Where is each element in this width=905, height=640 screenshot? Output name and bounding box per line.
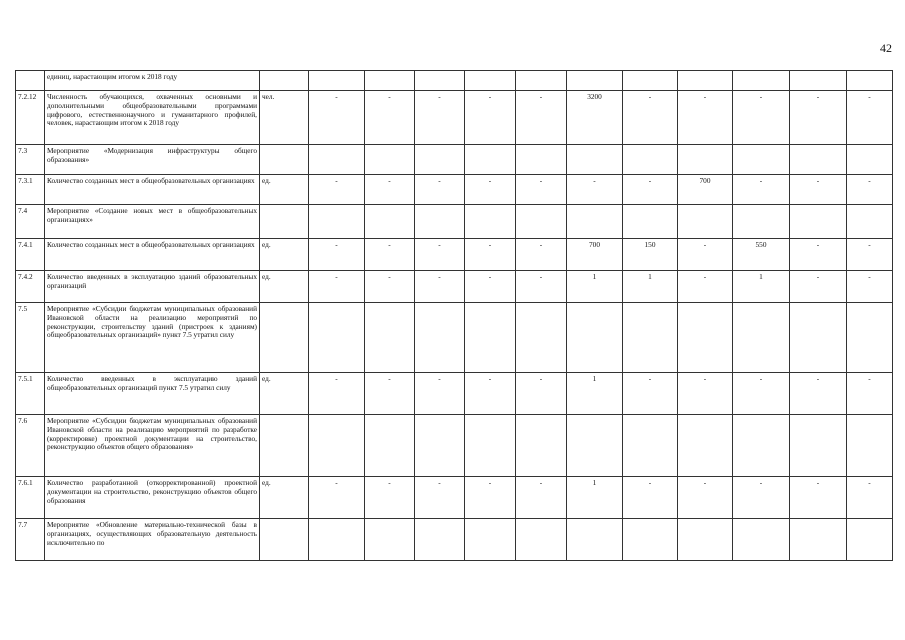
row-number: 7.4.2 <box>16 271 45 303</box>
row-description: единиц, нарастающим итогом к 2018 году <box>45 71 260 91</box>
row-number: 7.6 <box>16 415 45 477</box>
row-value: - <box>623 175 678 205</box>
row-value: 550 <box>733 239 790 271</box>
row-value: - <box>465 271 516 303</box>
row-description: Мероприятие «Обновление материально-технической базы в организациях, осуществляющих образовательную деятельность исключительно по <box>45 519 260 561</box>
indicator-table <box>15 70 893 561</box>
row-unit: ед. <box>260 175 309 205</box>
row-value <box>623 415 678 477</box>
row-unit <box>260 145 309 175</box>
row-description: Мероприятие «Субсидии бюджетам муниципальных образований Ивановской области на реализацию мероприятий по реконструкции, строительству зданий (пристроек к зданиям) общеобразовательных организаций» пункт 7.5 утратил силу <box>45 303 260 373</box>
row-value <box>847 205 893 239</box>
row-value: - <box>516 477 567 519</box>
row-value: - <box>365 271 415 303</box>
row-value: - <box>678 271 733 303</box>
row-value <box>309 145 365 175</box>
row-value <box>567 71 623 91</box>
row-unit: ед. <box>260 239 309 271</box>
table-row <box>16 271 893 303</box>
row-value: - <box>623 91 678 145</box>
row-value: - <box>516 373 567 415</box>
row-value: - <box>365 477 415 519</box>
table-row <box>16 145 893 175</box>
row-value: 1 <box>733 271 790 303</box>
row-value <box>623 145 678 175</box>
row-value <box>733 415 790 477</box>
row-number: 7.4.1 <box>16 239 45 271</box>
row-value <box>678 205 733 239</box>
row-value <box>365 303 415 373</box>
row-value: - <box>309 373 365 415</box>
row-value: - <box>365 175 415 205</box>
row-value: - <box>567 175 623 205</box>
row-value <box>567 303 623 373</box>
row-value <box>465 71 516 91</box>
table-row <box>16 71 893 91</box>
row-description: Количество созданных мест в общеобразовательных организациях <box>45 239 260 271</box>
row-number: 7.6.1 <box>16 477 45 519</box>
row-value <box>365 145 415 175</box>
row-value: - <box>847 239 893 271</box>
table-row <box>16 373 893 415</box>
row-unit: ед. <box>260 373 309 415</box>
row-value <box>733 145 790 175</box>
row-value <box>516 519 567 561</box>
row-value <box>678 71 733 91</box>
row-value <box>623 71 678 91</box>
table-row <box>16 91 893 145</box>
row-value: - <box>365 91 415 145</box>
row-value <box>516 145 567 175</box>
row-value: - <box>415 239 465 271</box>
row-value: - <box>623 477 678 519</box>
row-value: - <box>516 91 567 145</box>
row-value <box>567 205 623 239</box>
row-value <box>790 71 847 91</box>
row-value <box>678 519 733 561</box>
row-value: - <box>309 91 365 145</box>
row-value <box>516 205 567 239</box>
row-value: 1 <box>567 373 623 415</box>
row-number: 7.2.12 <box>16 91 45 145</box>
row-value: - <box>733 175 790 205</box>
row-value <box>847 71 893 91</box>
row-value: - <box>365 239 415 271</box>
row-value: - <box>415 175 465 205</box>
table-row <box>16 519 893 561</box>
row-value <box>365 519 415 561</box>
table-row <box>16 175 893 205</box>
row-value: - <box>309 477 365 519</box>
row-value <box>309 415 365 477</box>
row-value <box>567 415 623 477</box>
row-value <box>516 71 567 91</box>
row-unit <box>260 303 309 373</box>
row-value <box>465 519 516 561</box>
row-value: - <box>733 91 790 145</box>
row-value: - <box>847 175 893 205</box>
row-value <box>365 71 415 91</box>
row-value: 700 <box>567 239 623 271</box>
row-description: Количество созданных мест в общеобразовательных организациях <box>45 175 260 205</box>
row-value: - <box>847 91 893 145</box>
row-description: Количество введенных в эксплуатацию зданий образовательных организаций <box>45 271 260 303</box>
row-value <box>733 205 790 239</box>
row-value: - <box>790 91 847 145</box>
row-value <box>465 205 516 239</box>
row-value: - <box>516 271 567 303</box>
row-value: - <box>678 373 733 415</box>
row-value: - <box>415 91 465 145</box>
row-value <box>309 519 365 561</box>
row-unit: чел. <box>260 91 309 145</box>
row-value: - <box>465 175 516 205</box>
row-value: 1 <box>623 271 678 303</box>
table-row <box>16 205 893 239</box>
row-value <box>623 205 678 239</box>
row-value <box>790 519 847 561</box>
row-value <box>790 145 847 175</box>
row-value <box>733 71 790 91</box>
row-description: Численность обучающихся, охваченных основными и дополнительными общеобразовательными программами цифрового, естественнонаучного и гуманитарного профилей, человек, нарастающим итогом к 2018 году <box>45 91 260 145</box>
row-value <box>516 415 567 477</box>
row-value: - <box>516 239 567 271</box>
table-row <box>16 303 893 373</box>
row-value <box>847 303 893 373</box>
row-value: 1 <box>567 271 623 303</box>
row-value: - <box>365 373 415 415</box>
row-unit <box>260 71 309 91</box>
row-unit: ед. <box>260 477 309 519</box>
row-value: - <box>516 175 567 205</box>
row-number <box>16 71 45 91</box>
row-value: - <box>415 477 465 519</box>
table-row <box>16 239 893 271</box>
row-value: - <box>733 477 790 519</box>
page-number: 42 <box>880 41 892 55</box>
row-value: 150 <box>623 239 678 271</box>
row-value: - <box>790 175 847 205</box>
row-unit <box>260 415 309 477</box>
row-value: - <box>415 271 465 303</box>
row-description: Количество разработанной (откорректированной) проектной документации на строительство, реконструкцию объектов общего образования <box>45 477 260 519</box>
row-value: - <box>678 239 733 271</box>
row-number: 7.4 <box>16 205 45 239</box>
row-value: 3200 <box>567 91 623 145</box>
row-value: - <box>465 373 516 415</box>
row-value: - <box>309 175 365 205</box>
row-value <box>309 205 365 239</box>
row-value: - <box>465 239 516 271</box>
row-value <box>465 415 516 477</box>
row-value <box>309 71 365 91</box>
row-value <box>567 519 623 561</box>
row-value <box>790 415 847 477</box>
row-value: - <box>733 373 790 415</box>
row-value: - <box>847 271 893 303</box>
row-value <box>790 303 847 373</box>
row-value <box>365 415 415 477</box>
row-value <box>415 303 465 373</box>
row-value <box>790 205 847 239</box>
row-value: - <box>847 477 893 519</box>
row-value <box>847 415 893 477</box>
row-value: - <box>415 373 465 415</box>
row-value <box>678 303 733 373</box>
row-value <box>567 145 623 175</box>
row-value: - <box>847 373 893 415</box>
row-value: - <box>790 477 847 519</box>
row-number: 7.5.1 <box>16 373 45 415</box>
row-value: - <box>790 239 847 271</box>
table-row <box>16 415 893 477</box>
row-value <box>847 145 893 175</box>
table-row <box>16 477 893 519</box>
row-value <box>365 205 415 239</box>
row-description: Мероприятие «Субсидии бюджетам муниципальных образований Ивановской области на реализацию мероприятий по разработке (корректировке) проектной документации на строительство, реконструкцию объектов общего образования» <box>45 415 260 477</box>
row-value: - <box>790 373 847 415</box>
row-value <box>415 71 465 91</box>
row-description: Количество введенных в эксплуатацию зданий общеобразовательных организаций пункт 7.5 утратил силу <box>45 373 260 415</box>
row-value <box>415 415 465 477</box>
row-number: 7.7 <box>16 519 45 561</box>
row-value <box>415 205 465 239</box>
row-value <box>415 519 465 561</box>
row-number: 7.3 <box>16 145 45 175</box>
row-value <box>623 519 678 561</box>
row-value <box>847 519 893 561</box>
row-value <box>465 303 516 373</box>
row-number: 7.3.1 <box>16 175 45 205</box>
row-number: 7.5 <box>16 303 45 373</box>
row-value <box>309 303 365 373</box>
row-value <box>623 303 678 373</box>
row-description: Мероприятие «Создание новых мест в общеобразовательных организациях» <box>45 205 260 239</box>
row-value: - <box>309 271 365 303</box>
row-value: 700 <box>678 175 733 205</box>
row-description: Мероприятие «Модернизация инфраструктуры общего образования» <box>45 145 260 175</box>
row-value <box>678 145 733 175</box>
row-value: - <box>465 91 516 145</box>
row-value: - <box>309 239 365 271</box>
row-value <box>465 145 516 175</box>
row-value: - <box>790 271 847 303</box>
row-unit: ед. <box>260 271 309 303</box>
row-value <box>678 415 733 477</box>
row-value: - <box>623 373 678 415</box>
row-value: - <box>678 477 733 519</box>
row-value <box>733 519 790 561</box>
row-value: - <box>678 91 733 145</box>
row-value <box>516 303 567 373</box>
row-value <box>415 145 465 175</box>
row-unit <box>260 519 309 561</box>
row-value: - <box>465 477 516 519</box>
row-value <box>733 303 790 373</box>
row-unit <box>260 205 309 239</box>
row-value: 1 <box>567 477 623 519</box>
